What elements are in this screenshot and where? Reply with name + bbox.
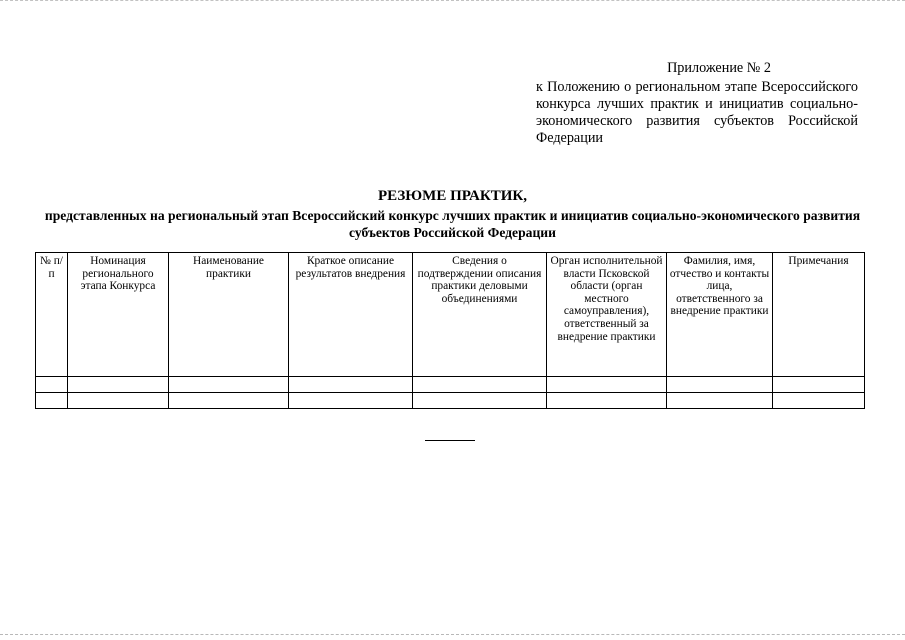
table-cell (289, 377, 413, 393)
table-cell (289, 393, 413, 409)
appendix-text: к Положению о региональном этапе Всероссийского конкурса лучших практик и инициатив социально-экономического развития субъектов Российской Федерации (536, 79, 858, 146)
table-cell (169, 393, 289, 409)
col-header-contact-person: Фамилия, имя, отчество и контакты лица, ответственного за внедрение практики (667, 253, 773, 377)
col-header-nomination: Номинация регионального этапа Конкурса (68, 253, 169, 377)
table-cell (667, 393, 773, 409)
table-cell (667, 377, 773, 393)
appendix-block (536, 60, 858, 147)
end-separator-line (425, 440, 475, 441)
table-cell (68, 377, 169, 393)
col-header-notes: Примечания (773, 253, 865, 377)
scan-edge-top (0, 0, 905, 3)
col-header-authority: Орган исполнительной власти Псковской области (орган местного самоуправления), ответственный за внедрение практики (547, 253, 667, 377)
table-cell (547, 393, 667, 409)
table-cell (36, 377, 68, 393)
document-title: РЕЗЮМЕ ПРАКТИК, (378, 188, 527, 204)
table-header-row (36, 253, 865, 377)
appendix-title: Приложение № 2 (667, 60, 771, 76)
table-cell (169, 377, 289, 393)
table-cell (547, 377, 667, 393)
practices-table (35, 252, 865, 409)
col-header-number: № п/п (36, 253, 68, 377)
document-subtitle: представленных на региональный этап Всероссийский конкурс лучших практик и инициатив социально-экономического развития субъектов Российской Федерации (44, 208, 861, 240)
table-cell (413, 377, 547, 393)
table-cell (36, 393, 68, 409)
table-row (36, 393, 865, 409)
table-cell (68, 393, 169, 409)
table-cell (773, 393, 865, 409)
col-header-results: Краткое описание результатов внедрения (289, 253, 413, 377)
table-cell (773, 377, 865, 393)
table-row (36, 377, 865, 393)
col-header-practice-name: Наименование практики (169, 253, 289, 377)
document-heading (30, 186, 875, 241)
table-cell (413, 393, 547, 409)
scan-edge-bottom (0, 634, 905, 637)
col-header-confirmation: Сведения о подтверждении описания практики деловыми объединениями (413, 253, 547, 377)
